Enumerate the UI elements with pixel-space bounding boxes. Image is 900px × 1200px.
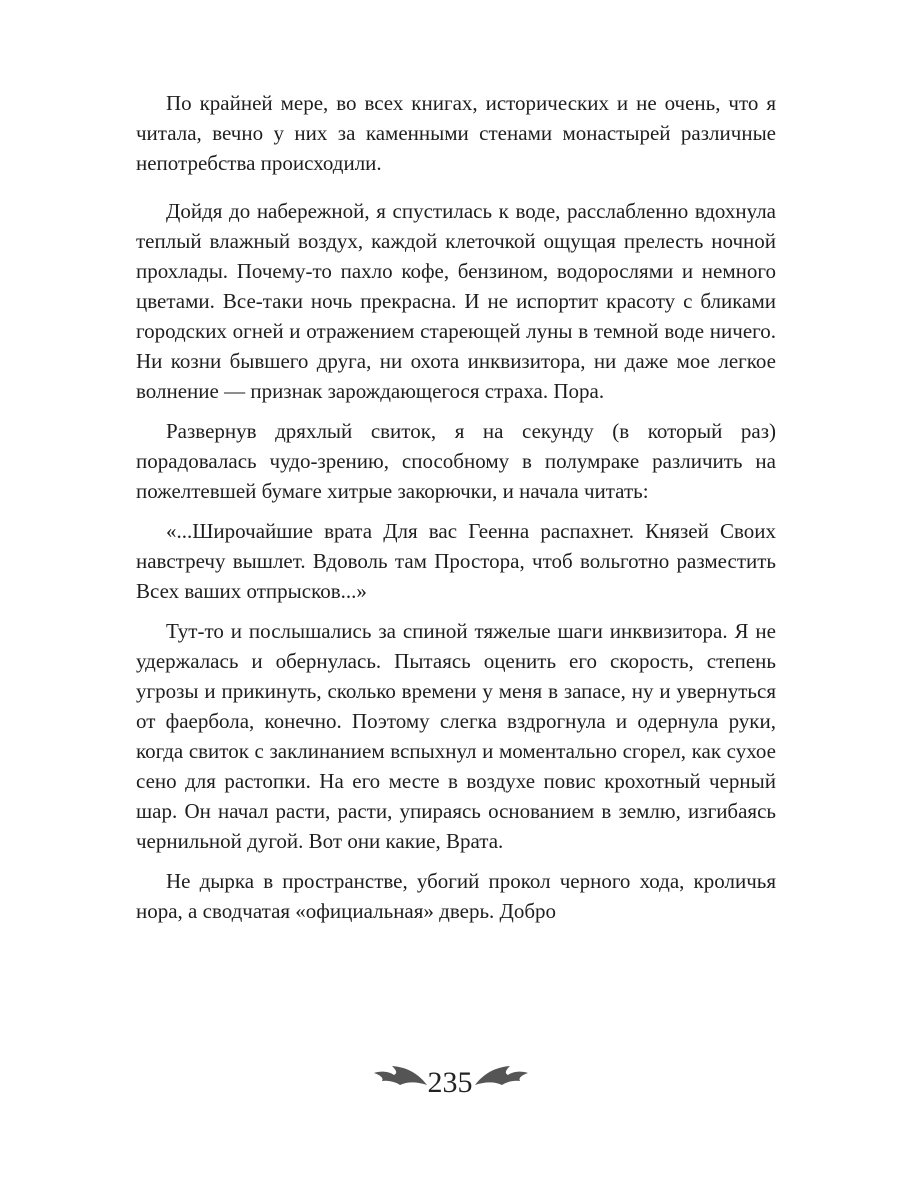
paragraph-3: Развернув дряхлый свиток, я на секунду (в который раз) порадовалась чудо-зрению, способному в полумраке различить на пожелтевшей бумаге хитрые закорючки, и начала читать: <box>136 419 776 503</box>
paragraph-6: Не дырка в пространстве, убогий прокол черного хода, кроличья нора, а сводчатая «официальная» дверь. Добро <box>136 869 776 923</box>
paragraph-4: «...Широчайшие врата Для вас Геенна распахнет. Князей Своих навстречу вышлет. Вдоволь там Простора, чтоб вольготно разместить Всех ваших отпрысков...» <box>136 519 776 603</box>
paragraph-1: По крайней мере, во всех книгах, исторических и не очень, что я читала, вечно у них за каменными стенами монастырей различные непотребства происходили. <box>136 91 776 175</box>
paragraph-5: Тут-то и послышались за спиной тяжелые шаги инквизитора. Я не удержалась и обернулась. Пытаясь оценить его скорость, степень угрозы и прикинуть, сколько времени у меня в запасе, ну и увернуться от фаербола, конечно. Поэтому слегка вздрогнула и одернула руки, когда свиток с заклинанием вспыхнул и моментально сгорел, как сухое сено для растопки. На его месте в воздухе повис крохотный черный шар. Он начал расти, расти, упираясь основанием в землю, изгибаясь чернильной дугой. Вот они какие, Врата. <box>136 619 776 853</box>
paragraph-2: Дойдя до набережной, я спустилась к воде, расслабленно вдохнула теплый влажный воздух, каждой клеточкой ощущая прелесть ночной прохлады. Почему-то пахло кофе, бензином, водорослями и немного цветами. Все-таки ночь прекрасна. И не испортит красоту с бликами городских огней и отражением стареющей луны в темной воде ничего. Ни козни бывшего друга, ни охота инквизитора, ни даже мое легкое волнение — признак зарождающегося страха. Пора. <box>136 199 776 403</box>
bat-wing-right-icon <box>474 1063 530 1093</box>
page-footer <box>0 1055 900 1115</box>
page-number: 235 <box>427 1066 473 1099</box>
page-body-text <box>136 88 776 926</box>
